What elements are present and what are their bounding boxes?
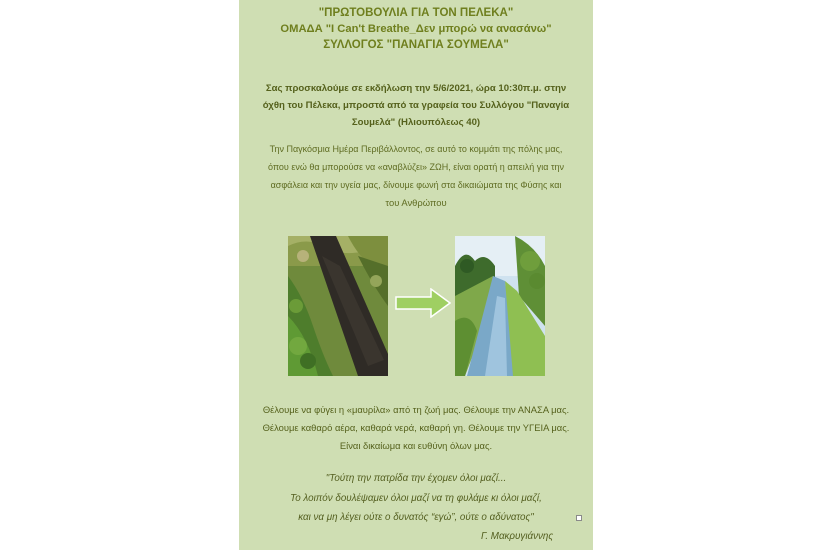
environment-day-line-4: του Ανθρώπου <box>385 197 447 208</box>
environment-day-line-3: ασφάλεια και την υγεία μας, δίνουμε φωνή στα δικαιώματα της Φύσης και <box>270 180 562 190</box>
flyer-heading-line-1: "ΠΡΩΤΟΒΟΥΛΙΑ ΓΙΑ ΤΟΝ ΠΕΛΕΚΑ" <box>318 7 514 19</box>
flyer-heading-line-3: ΣΥΛΛΟΓΟΣ "ΠΑΝΑΓΙΑ ΣΟΥΜΕΛΑ" <box>323 39 509 51</box>
event-flyer <box>239 0 593 550</box>
right-arrow-icon <box>395 288 451 318</box>
flyer-heading-line-2: ΟΜΑΔΑ "I Can't Breathe_Δεν μπορώ να ανασάνω" <box>280 23 552 35</box>
invitation-line-1: Σας προσκαλούμε σε εκδήλωση την 5/6/2021, ώρα 10:30π.μ. στην <box>265 83 567 94</box>
environment-day-line-1: Την Παγκόσμια Ημέρα Περιβάλλοντος, σε αυτό το κομμάτι της πόλης μας, <box>269 144 563 154</box>
quote-line-2: Το λοιπόν δουλέψαμεν όλοι μαζί να τη φυλάμε κι όλοι μαζί, <box>290 493 542 504</box>
quote-author: Γ. Μακρυγιάννης <box>481 531 554 542</box>
invitation-line-3: Σουμελά" (Ηλιουπόλεως 40) <box>351 117 481 128</box>
demands-line-2: Θέλουμε καθαρό αέρα, καθαρά νερά, καθαρή γη. Θέλουμε την ΥΓΕΙΑ μας. <box>262 422 570 433</box>
resize-handle[interactable] <box>576 515 582 521</box>
before-canal-photo <box>288 236 388 376</box>
quote-line-1: "Τούτη την πατρίδα την έχομεν όλοι μαζί... <box>325 473 507 484</box>
quote-line-3: και να μη λέγει ούτε ο δυνατός “εγώ”, ούτε ο αδύνατος" <box>298 512 534 523</box>
demands-line-1: Θέλουμε να φύγει η «μαυρίλα» από τη ζωή μας. Θέλουμε την ΑΝΑΣΑ μας. <box>262 404 570 415</box>
invitation-line-2: όχθη του Πέλεκα, μπροστά από τα γραφεία του Συλλόγου "Παναγία <box>262 100 570 111</box>
demands-line-3: Είναι δικαίωμα και ευθύνη όλων μας. <box>339 440 493 451</box>
after-river-photo <box>455 236 545 376</box>
environment-day-line-2: όπου ενώ θα μπορούσε να «αναβλύζει» ΖΩΗ, είναι ορατή η απειλή για την <box>267 162 565 172</box>
